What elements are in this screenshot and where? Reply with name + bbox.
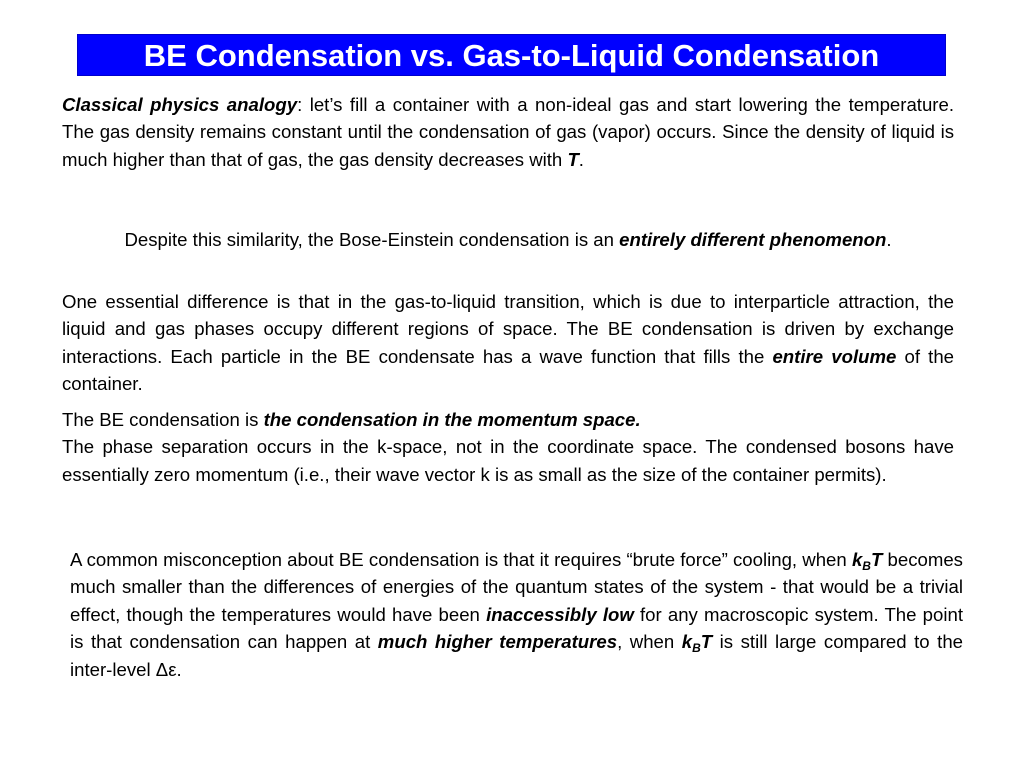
title-banner bbox=[77, 34, 946, 76]
symbol-kbt: $k_BT$ bbox=[681, 631, 713, 656]
paragraph-text: for any macroscopic system. The point is that condensation can happen at bbox=[70, 603, 963, 653]
paragraph-end: . bbox=[886, 229, 892, 250]
paragraph-text: The phase separation occurs in the k-space, not in the coordinate space. The condensed bosons have essentially zero momentum (i.e., their wave vector k is as small as the size of the container permits). bbox=[62, 436, 954, 485]
delta-epsilon-symbol: Δε bbox=[155, 658, 177, 680]
paragraph-text: becomes much smaller than the differences of energies of the quantum states of the system - that would be a trivial effect, though the temperatures would have been bbox=[70, 549, 963, 625]
symbol-kbt: $k_BT$ bbox=[851, 549, 883, 573]
paragraph-similarity bbox=[62, 226, 954, 253]
page-title: BE Condensation vs. Gas-to-Liquid Condensation bbox=[143, 37, 880, 73]
paragraph-end: . bbox=[578, 148, 584, 170]
momentum-line bbox=[62, 406, 954, 433]
paragraph-text: One essential difference is that in the gas-to-liquid transition, which is due to interparticle attraction, the liquid and gas phases occupy different regions of space. The BE condensation is driven by exchange interactions. Each particle in the BE condensate has a wave function that fills the bbox=[62, 291, 954, 367]
emphasis-phrase: the condensation in the momentum space. bbox=[263, 409, 641, 430]
emphasis-phrase: much higher temperatures bbox=[377, 631, 618, 653]
paragraph-classical-analogy bbox=[62, 91, 954, 173]
emphasis-phrase: entire volume bbox=[772, 345, 897, 367]
paragraph-text: The BE condensation is bbox=[62, 409, 264, 430]
emphasis-phrase: inaccessibly low bbox=[486, 603, 634, 625]
paragraph-text: : let’s fill a container with a non-ideal gas and start lowering the temperature. The gas density remains constant until the condensation of gas (vapor) occurs. Since the density of liquid is much higher than that of gas, the gas density decreases with bbox=[62, 94, 954, 170]
paragraph-text: A common misconception about BE condensation is that it requires “brute force” cooling, when bbox=[70, 549, 852, 570]
lead-phrase: Classical physics analogy bbox=[62, 94, 298, 115]
paragraph-text: , when bbox=[617, 631, 682, 653]
emphasis-phrase: entirely different phenomenon bbox=[619, 229, 887, 250]
paragraph-end: . bbox=[176, 658, 182, 680]
paragraph-text: is still large compared to the inter-level bbox=[70, 631, 963, 680]
paragraph-end: of the container. bbox=[62, 345, 955, 395]
paragraph-momentum-space bbox=[62, 406, 954, 488]
variable-t: T bbox=[567, 148, 579, 170]
paragraph-essential-difference bbox=[62, 288, 954, 398]
paragraph-text: Despite this similarity, the Bose-Einstein condensation is an bbox=[124, 229, 620, 250]
paragraph-misconception bbox=[70, 546, 963, 683]
